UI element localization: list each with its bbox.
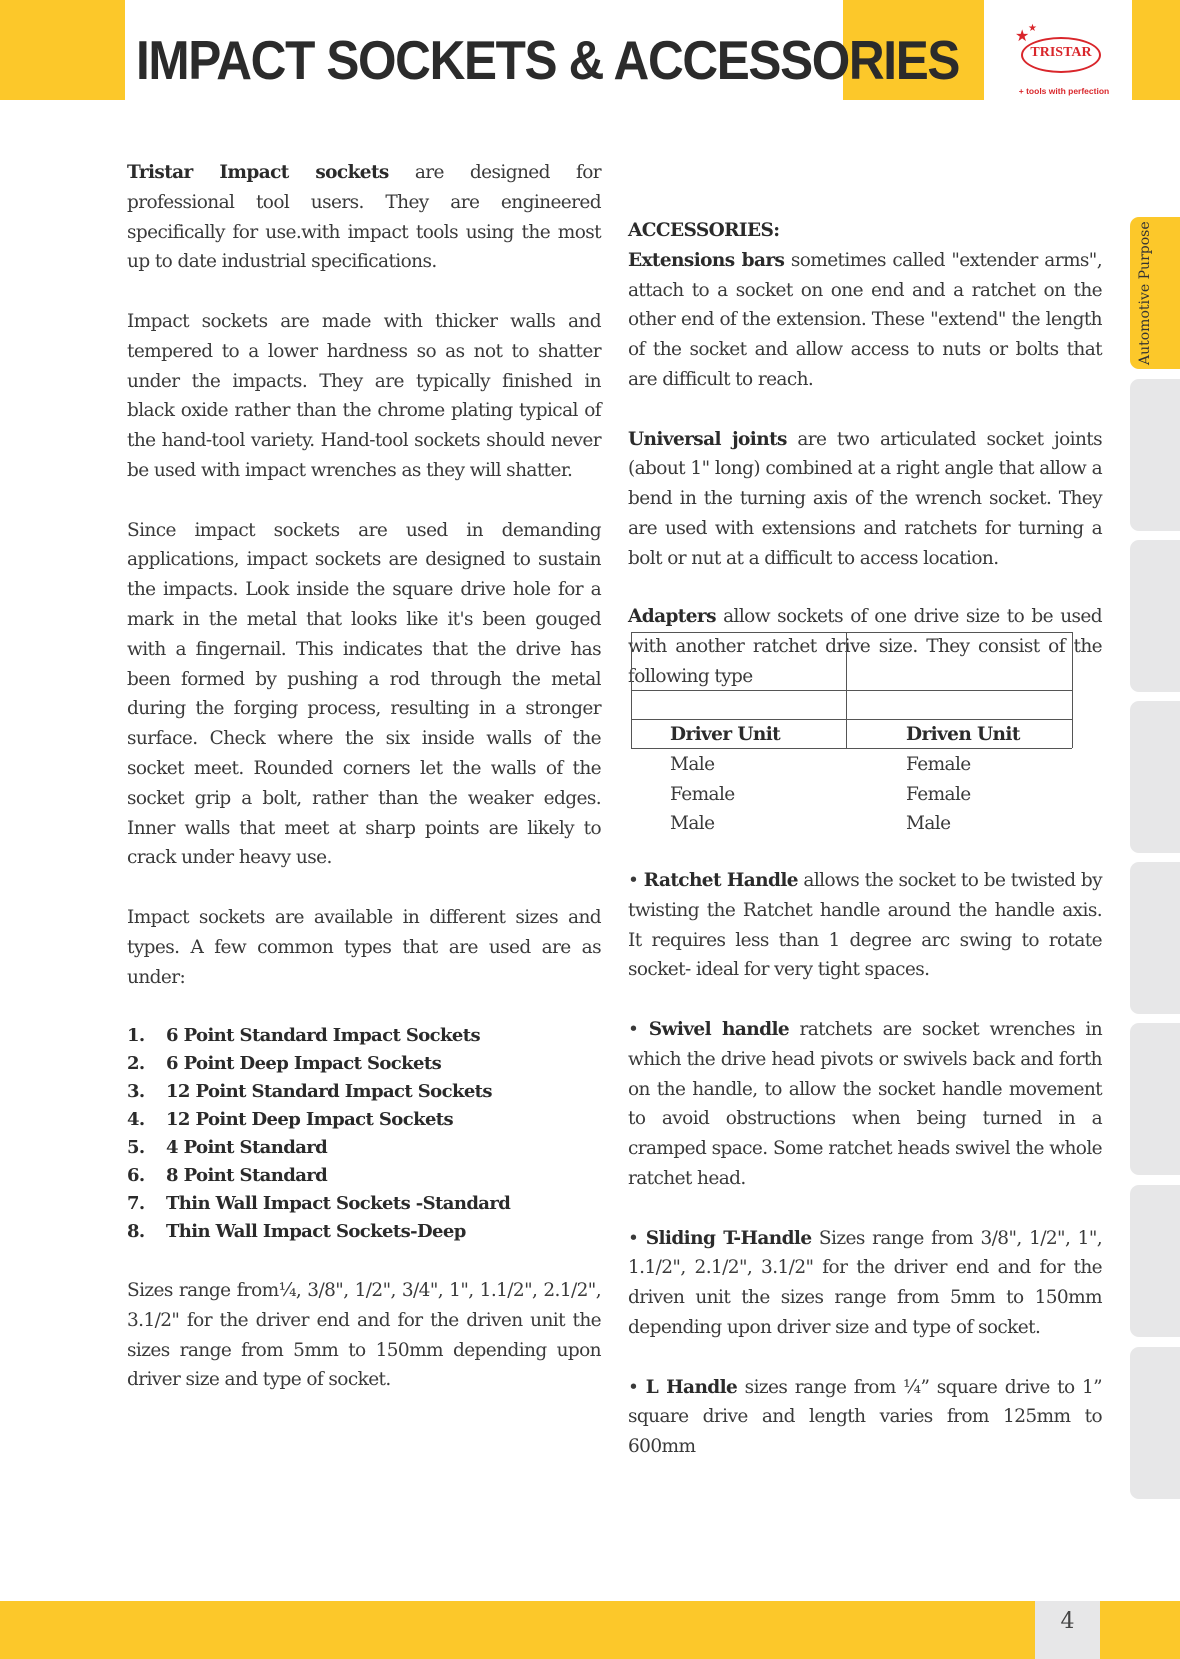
list-item: 8. Thin Wall Impact Sockets-Deep (127, 1221, 466, 1243)
side-tab[interactable] (1130, 701, 1180, 853)
page-title: IMPACT SOCKETS & ACCESSORIES (136, 29, 960, 91)
paragraph-l-handle: • L Handle sizes range from ¼” square drive to 1” square drive and length varies from 125mm to 600mm (628, 1376, 1102, 1458)
paragraph-extensions: Extensions bars sometimes called "extender arms", attach to a socket on one end and a ratchet on the other end of the extension. These "extend" the length of the socket and allow access to nuts or bolts that are difficult to reach. (628, 249, 1102, 390)
intro-bold: Tristar Impact sockets (127, 162, 389, 183)
adapter-table (631, 720, 1072, 839)
left-column (127, 158, 601, 1395)
footer-band (0, 1601, 1180, 1659)
page-number: 4 (1035, 1601, 1100, 1659)
paragraph-adapters: Adapters allow sockets of one drive size to be used with another ratchet drive size. They consist of the following type (628, 606, 1102, 687)
list-item: 5. 4 Point Standard (127, 1137, 328, 1159)
socket-types-list (127, 1022, 601, 1246)
list-item: 6. 8 Point Standard (127, 1165, 328, 1187)
list-item: 1. 6 Point Standard Impact Sockets (127, 1025, 480, 1047)
right-column (628, 216, 1102, 574)
side-tab[interactable] (1130, 1347, 1180, 1499)
paragraph-ratchet-handle: • Ratchet Handle allows the socket to be twisted by twisting the Ratchet handle around the handle axis. It requires less than 1 degree arc swing to rotate socket- ideal for very tight spaces. (628, 870, 1102, 981)
list-item: 4. 12 Point Deep Impact Sockets (127, 1109, 454, 1131)
paragraph-sliding-t-handle: • Sliding T-Handle Sizes range from 3/8", 1/2", 1", 1.1/2", 2.1/2", 3.1/2" for the driver end and for the driven unit the sizes range from 5mm to 150mm depending upon driver size and type of socket. (628, 1227, 1103, 1338)
table-header-row (631, 720, 1072, 750)
side-tab[interactable] (1130, 1023, 1180, 1175)
paragraph-universal-joints: Universal joints are two articulated socket joints (about 1" long) combined at a right angle that allow a bend in the turning axis of the wrench socket. They are used with extensions and ratchets for turning a bolt or nut at a difficult to access location. (628, 428, 1103, 569)
side-tab[interactable] (1130, 1185, 1180, 1337)
column-header-driven: Driven Unit (906, 724, 1020, 745)
table-row: Male Female (670, 753, 971, 775)
list-item: 3. 12 Point Standard Impact Sockets (127, 1081, 492, 1103)
paragraph-walls: Impact sockets are made with thicker walls and tempered to a lower hardness so as not to shatter under the impacts. They are typically finished in black oxide rather than the chrome plating typical of the hand-tool variety. Hand-tool sockets should never be used with impact wrenches as they will shatter. (127, 310, 601, 481)
column-header-driver: Driver Unit (670, 724, 781, 745)
intro-text: are designed for professional tool users. They are engineered specifically for use.with impact tools using the most up to date industrial specifications. (127, 162, 602, 273)
right-column-handles (628, 866, 1102, 1462)
paragraph-demanding: Since impact sockets are used in demanding applications, impact sockets are designed to sustain the impacts. Look inside the square drive hole for a mark in the metal that looks like it's been gouged with a fingernail. This indicates that the drive has been formed by pushing a rod through the metal during the forging process, resulting in a stronger surface. Check where the six inside walls of the socket meet. Rounded corners let the walls of the socket grip a bolt, rather than the weaker edges. Inner walls that meet at sharp points are likely to crack under heavy use. (127, 519, 601, 869)
tristar-logo (1005, 24, 1123, 100)
side-tab-label: Automotive Purpose (1137, 221, 1153, 365)
intro-paragraph (127, 158, 601, 277)
list-item: 2. 6 Point Deep Impact Sockets (127, 1053, 442, 1075)
accessories-heading: ACCESSORIES: (628, 220, 780, 241)
table-row: Male Male (670, 813, 951, 835)
table-row: Female Female (670, 783, 971, 805)
side-tab[interactable] (1130, 540, 1180, 692)
logo-tagline: + tools with perfection (1018, 86, 1110, 96)
star-icon: ★ (1028, 23, 1037, 34)
star-icon: ★ (1015, 26, 1030, 45)
paragraph-swivel-handle: • Swivel handle ratchets are socket wrenches in which the drive head pivots or swivels back and forth on the handle, to allow the socket handle movement to avoid obstructions when being turned in a cramped space. Some ratchet heads swivel the whole ratchet head. (628, 1018, 1103, 1189)
logo-name: TRISTAR (1030, 45, 1092, 60)
side-tab[interactable] (1130, 379, 1180, 531)
header-band-right (1132, 0, 1180, 100)
list-item: 7. Thin Wall Impact Sockets -Standard (127, 1193, 511, 1215)
paragraph-types-intro: Impact sockets are available in different sizes and types. A few common types that are used are as under: (127, 906, 601, 988)
header-band-left (0, 0, 125, 100)
side-tab[interactable] (1130, 862, 1180, 1014)
paragraph-sizes: Sizes range from¼, 3/8", 1/2", 3/4", 1", 1.1/2", 2.1/2", 3.1/2" for the driver end and for the driven unit the sizes range from 5mm to 150mm depending upon driver size and type of socket. (127, 1279, 601, 1391)
